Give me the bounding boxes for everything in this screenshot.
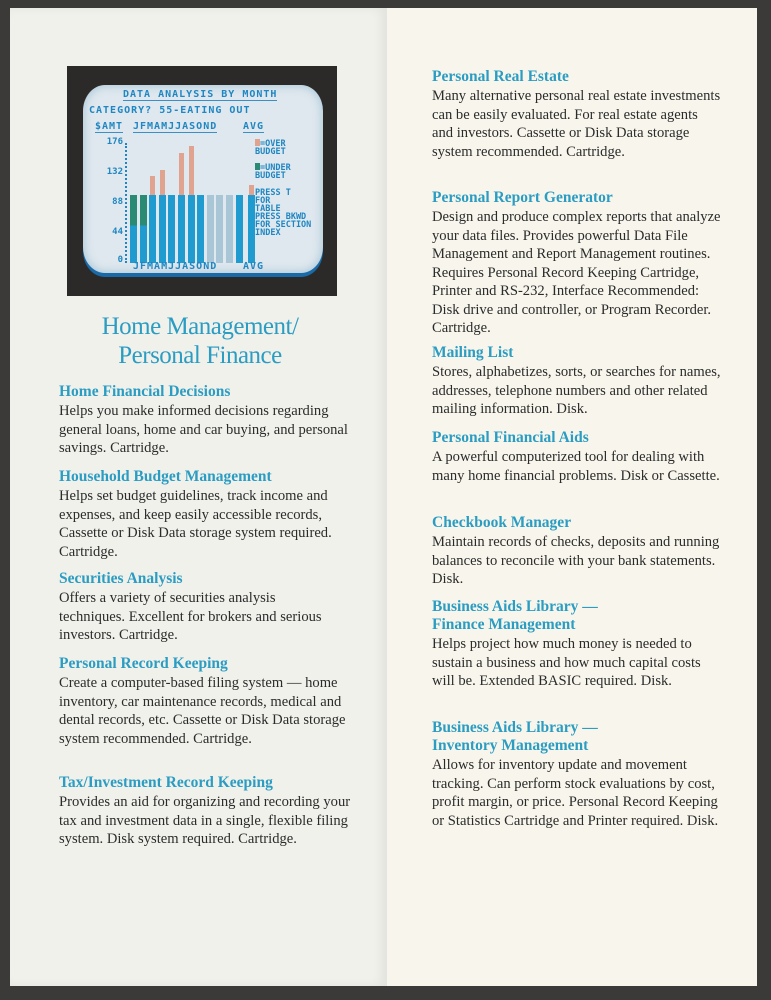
- entry-personal-record-keeping: [59, 655, 349, 748]
- y-tick-132: 132: [106, 167, 123, 177]
- entry-body: Provides an aid for organizing and recording your tax and investment data in a single, flexible filing system. Disk system required. Cartridge.: [59, 794, 351, 847]
- screen-header-amt: $AMT: [95, 121, 124, 132]
- entry-title: Business Aids Library — Inventory Management: [432, 719, 598, 754]
- bar-a: [197, 143, 206, 263]
- entry-mailing-list: [432, 344, 722, 419]
- entry-body: Many alternative personal real estate investments can be easily evaluated. For real estate agents and investors. Cassette or Disk Data storage system recommended. Cartridge.: [432, 88, 721, 160]
- y-tick-88: 88: [112, 197, 123, 207]
- entry-title: Mailing List: [432, 344, 514, 361]
- screen-header-avg: AVG: [243, 121, 265, 132]
- bar-chart: [130, 143, 270, 263]
- entry-checkbook-manager: [432, 514, 722, 589]
- bar-d: [236, 143, 245, 263]
- entry-body: Create a computer-based filing system — home inventory, car maintenance records, medical and dental records, etc. Cassette or Disk Data storage system recommended. Cartridge.: [59, 675, 346, 747]
- bar-f: [140, 143, 149, 263]
- bar-m: [149, 143, 158, 263]
- y-axis: [125, 143, 129, 263]
- legend-press-t: PRESS T FOR TABLE: [255, 188, 291, 214]
- entry-finance-management: [432, 598, 722, 691]
- entry-title: Tax/Investment Record Keeping: [59, 774, 273, 791]
- bar-j: [178, 143, 187, 263]
- screen-footer-months: JFMAMJJASOND: [133, 261, 218, 272]
- y-tick-176: 176: [106, 137, 123, 147]
- entry-body: Allows for inventory update and movement tracking. Can perform stock evaluations by cost, profit margin, or price. Personal Record Keeping or Statistics Cartridge and Printer required. Disk.: [432, 757, 719, 829]
- section-title-line2: Personal Finance: [118, 342, 282, 369]
- entry-title: Business Aids Library — Finance Management: [432, 598, 598, 633]
- bar-m: [168, 143, 177, 263]
- legend-under-budget: =UNDER BUDGET: [255, 163, 291, 181]
- entry-personal-financial-aids: [432, 429, 722, 485]
- bar-j: [130, 143, 139, 263]
- entry-personal-report-generator: [432, 189, 722, 338]
- entry-body: Offers a variety of securities analysis techniques. Excellent for brokers and serious investors. Cartridge.: [59, 590, 322, 643]
- screen-footer-avg: AVG: [243, 261, 265, 272]
- entry-title: Personal Record Keeping: [59, 655, 228, 672]
- bar-n: [226, 143, 235, 263]
- bar-o: [216, 143, 225, 263]
- entry-personal-real-estate: [432, 68, 722, 161]
- screen-title: DATA ANALYSIS BY MONTH: [123, 89, 278, 100]
- legend-over-budget: =OVER BUDGET: [255, 139, 286, 157]
- entry-title: Checkbook Manager: [432, 514, 572, 531]
- entry-home-financial-decisions: [59, 383, 355, 458]
- entry-title: Household Budget Management: [59, 468, 272, 485]
- entry-body: Stores, alphabetizes, sorts, or searches for names, addresses, telephone numbers and other related mailing information. Disk.: [432, 364, 721, 417]
- tv-screenshot: [67, 66, 337, 296]
- y-tick-44: 44: [112, 227, 123, 237]
- section-title-line1: Home Management/: [101, 313, 299, 340]
- entry-securities-analysis: [59, 570, 344, 645]
- screen-category: CATEGORY? 55-EATING OUT: [89, 105, 251, 116]
- entry-body: Maintain records of checks, deposits and running balances to reconcile with your bank statements. Disk.: [432, 534, 720, 587]
- bar-s: [207, 143, 216, 263]
- entry-inventory-management: [432, 719, 727, 830]
- entry-household-budget: [59, 468, 344, 561]
- entry-body: Helps project how much money is needed to sustain a business and how much capital costs will be. Extended BASIC required. Disk.: [432, 636, 701, 689]
- tv-screen: [83, 85, 323, 273]
- bar-a: [159, 143, 168, 263]
- entry-body: Helps set budget guidelines, track income and expenses, and keep easily accessible records, Cassette or Disk Data storage system required. Cartridge.: [59, 488, 332, 560]
- bar-j: [188, 143, 197, 263]
- legend-press-bkwd: PRESS BKWD FOR SECTION INDEX: [255, 212, 312, 238]
- entry-tax-investment: [59, 774, 355, 849]
- entry-title: Securities Analysis: [59, 570, 183, 587]
- section-title: [60, 312, 340, 370]
- y-tick-0: 0: [117, 255, 123, 265]
- entry-body: Design and produce complex reports that analyze your data files. Provides powerful Data File Management and Report Management routines. Requires Personal Record Keeping Cartridge, Printer and RS-232, Interface Recommended: Disk drive and controller, or Program Recorder. Cartridge.: [432, 209, 721, 336]
- entry-title: Home Financial Decisions: [59, 383, 231, 400]
- screen-header-months: JFMAMJJASOND: [133, 121, 218, 132]
- entry-body: A powerful computerized tool for dealing with many home financial problems. Disk or Cassette.: [432, 449, 720, 484]
- entry-title: Personal Report Generator: [432, 189, 613, 206]
- entry-title: Personal Real Estate: [432, 68, 569, 85]
- entry-body: Helps you make informed decisions regarding general loans, home and car buying, and personal savings. Cartridge.: [59, 403, 348, 456]
- entry-title: Personal Financial Aids: [432, 429, 589, 446]
